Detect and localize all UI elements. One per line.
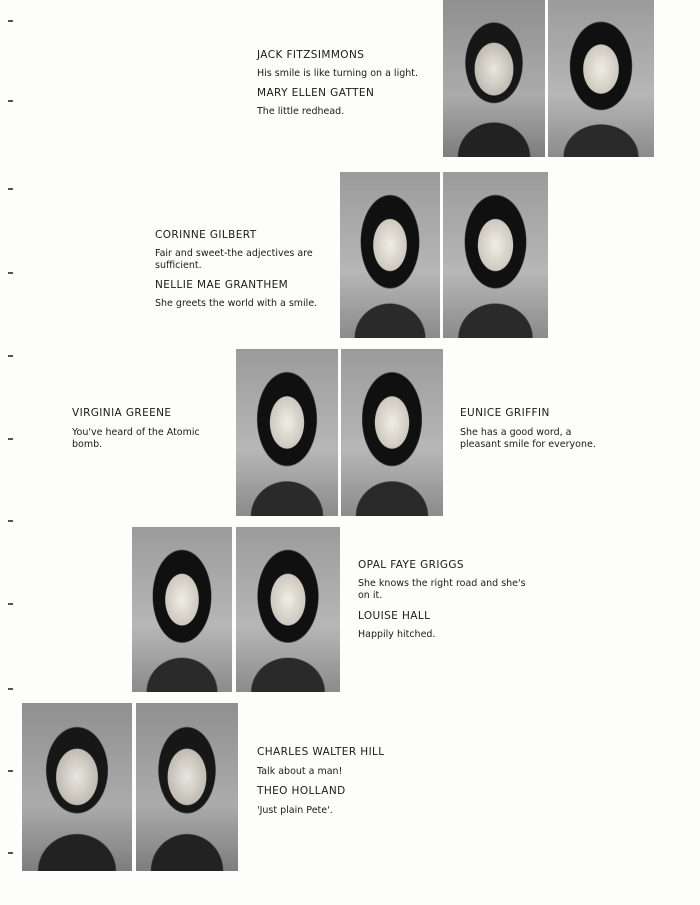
student-caption: You've heard of the Atomic bomb.: [72, 427, 200, 450]
margin-mark: [8, 20, 13, 22]
student-caption: She has a good word, a pleasant smile for everyone.: [460, 427, 596, 450]
student-name: JACK FITZSIMMONS: [257, 49, 365, 61]
student-name: OPAL FAYE GRIGGS: [358, 559, 464, 571]
student-caption: She knows the right road and she's on it.: [358, 578, 526, 601]
student-photo: [443, 0, 545, 157]
student-photo: [236, 349, 338, 516]
margin-mark: [8, 272, 13, 274]
margin-mark: [8, 520, 13, 522]
margin-mark: [8, 770, 13, 772]
student-name: NELLIE MAE GRANTHEM: [155, 279, 289, 291]
student-caption: Talk about a man!: [257, 766, 343, 777]
student-photo: [22, 703, 132, 871]
student-photo: [443, 172, 548, 338]
student-caption: His smile is like turning on a light.: [257, 68, 418, 79]
margin-mark: [8, 852, 13, 854]
student-photo: [548, 0, 654, 157]
student-name: MARY ELLEN GATTEN: [257, 87, 375, 99]
margin-mark: [8, 188, 13, 190]
student-photo: [136, 703, 238, 871]
student-caption: Happily hitched.: [358, 629, 436, 640]
student-photo: [236, 527, 340, 692]
margin-mark: [8, 355, 13, 357]
student-name: THEO HOLLAND: [257, 785, 346, 797]
margin-mark: [8, 603, 13, 605]
student-name: CORINNE GILBERT: [155, 229, 257, 241]
student-caption: The little redhead.: [257, 106, 345, 117]
student-name: CHARLES WALTER HILL: [257, 746, 385, 758]
student-caption: Fair and sweet-the adjectives are sufficient.: [155, 248, 313, 271]
student-name: EUNICE GRIFFIN: [460, 407, 550, 419]
student-photo: [341, 349, 443, 516]
margin-mark: [8, 100, 13, 102]
student-name: VIRGINIA GREENE: [72, 407, 172, 419]
margin-mark: [8, 688, 13, 690]
student-caption: 'Just plain Pete'.: [257, 805, 333, 816]
margin-mark: [8, 438, 13, 440]
student-photo: [340, 172, 440, 338]
student-photo: [132, 527, 232, 692]
student-caption: She greets the world with a smile.: [155, 298, 318, 309]
student-name: LOUISE HALL: [358, 610, 431, 622]
